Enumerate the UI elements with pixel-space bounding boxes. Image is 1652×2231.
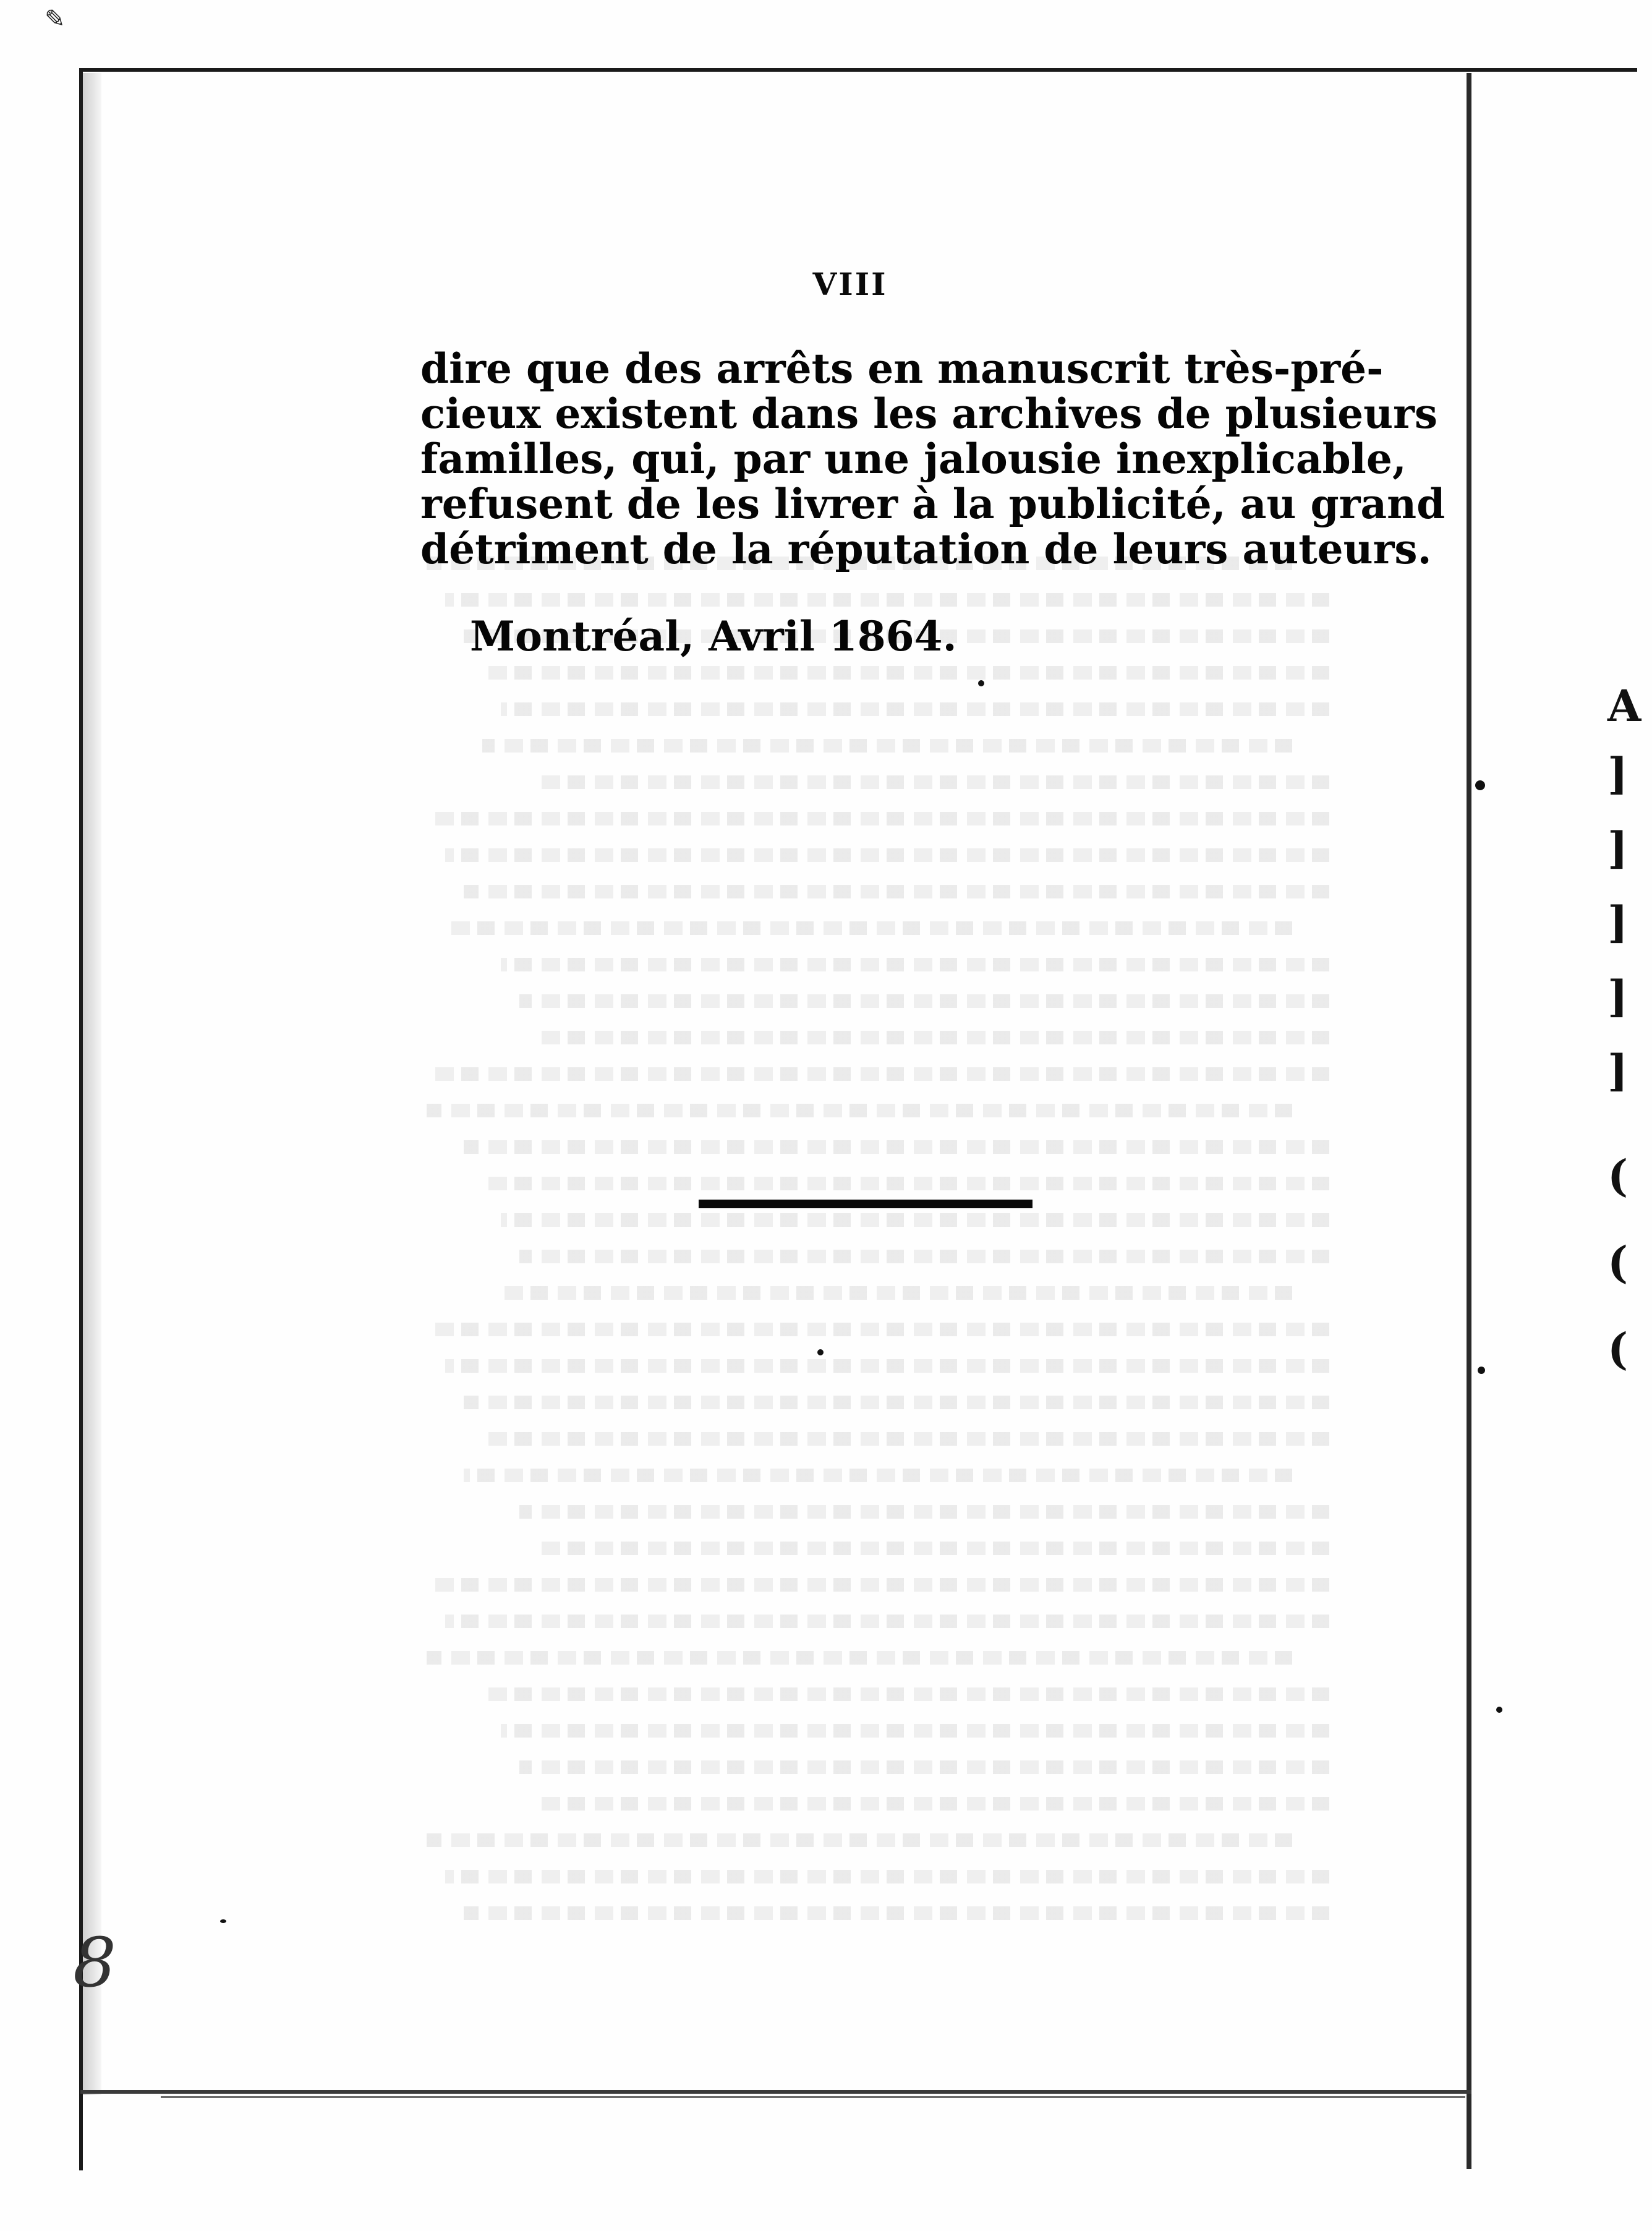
bleed-streak <box>464 1396 1329 1409</box>
bleed-streak <box>445 1359 1329 1373</box>
page-bottom-edge-shadow <box>161 2096 1465 2098</box>
bleed-streak <box>445 848 1329 862</box>
bleed-streak <box>464 1469 1292 1482</box>
ink-speck <box>817 1349 824 1355</box>
ink-speck <box>1478 1367 1485 1374</box>
bleed-streak <box>501 1286 1292 1300</box>
margin-mark: 8 <box>73 1923 116 2002</box>
scan-corner-mark: ✎ <box>45 5 66 33</box>
bleed-streak <box>427 1833 1292 1847</box>
page-bottom-edge <box>80 2090 1471 2094</box>
closing-rule <box>699 1200 1032 1208</box>
page-right-edge <box>1467 73 1471 2169</box>
bleed-streak <box>501 1213 1329 1227</box>
bleed-streak <box>464 1140 1329 1154</box>
bleed-streak <box>427 1651 1292 1665</box>
paragraph-line: familles, qui, par une jalousie inexplicable, <box>420 435 1407 483</box>
bleed-streak <box>445 593 1329 607</box>
page-number: VIII <box>812 266 888 302</box>
bleed-streak <box>482 666 1329 680</box>
bleed-streak <box>519 994 1329 1008</box>
paragraph-line: refusent de les livrer à la publicité, au grand <box>420 480 1446 528</box>
bleed-streak <box>538 1797 1329 1811</box>
ink-speck <box>1475 780 1485 790</box>
bleed-streak <box>427 1104 1292 1117</box>
bleed-streak <box>482 1687 1329 1701</box>
bleed-streak <box>445 1615 1329 1628</box>
paragraph-line: détriment de la réputation de leurs auteurs. <box>420 525 1432 573</box>
paragraph-line: cieux existent dans les archives de plusieurs <box>420 390 1438 438</box>
bleed-streak <box>427 812 1329 825</box>
paragraph-line: dire que des arrêts en manuscrit très-pré- <box>420 344 1384 393</box>
ink-speck <box>1496 1707 1502 1713</box>
bleed-streak <box>482 739 1292 753</box>
paragraph <box>420 344 1446 573</box>
adjacent-page-fragment: A ] ] ] ] ] ( ( ( <box>1607 680 1641 1375</box>
bleed-streak <box>482 1432 1329 1446</box>
bleed-streak <box>538 1542 1329 1555</box>
bleed-streak <box>427 1323 1329 1336</box>
ink-speck <box>978 680 984 686</box>
bleed-streak <box>464 1906 1329 1920</box>
bleed-streak <box>445 921 1292 935</box>
bleed-streak <box>501 958 1329 971</box>
bleed-streak <box>538 775 1329 789</box>
bleed-streak <box>519 1505 1329 1519</box>
bleed-streak <box>501 1724 1329 1738</box>
bleed-streak <box>464 885 1329 898</box>
bleed-streak <box>427 1067 1329 1081</box>
bleed-streak <box>538 1031 1329 1044</box>
bleed-streak <box>427 1578 1329 1592</box>
bleed-through-texture <box>427 544 1329 1991</box>
page-gutter-shadow <box>83 73 101 2095</box>
bleed-streak <box>519 1760 1329 1774</box>
bleed-streak <box>501 702 1329 716</box>
bleed-streak <box>482 1177 1329 1190</box>
bleed-streak <box>445 1870 1329 1883</box>
dateline: Montréal, Avril 1864. <box>470 612 957 660</box>
ink-speck <box>220 1919 226 1923</box>
bleed-streak <box>519 1250 1329 1263</box>
